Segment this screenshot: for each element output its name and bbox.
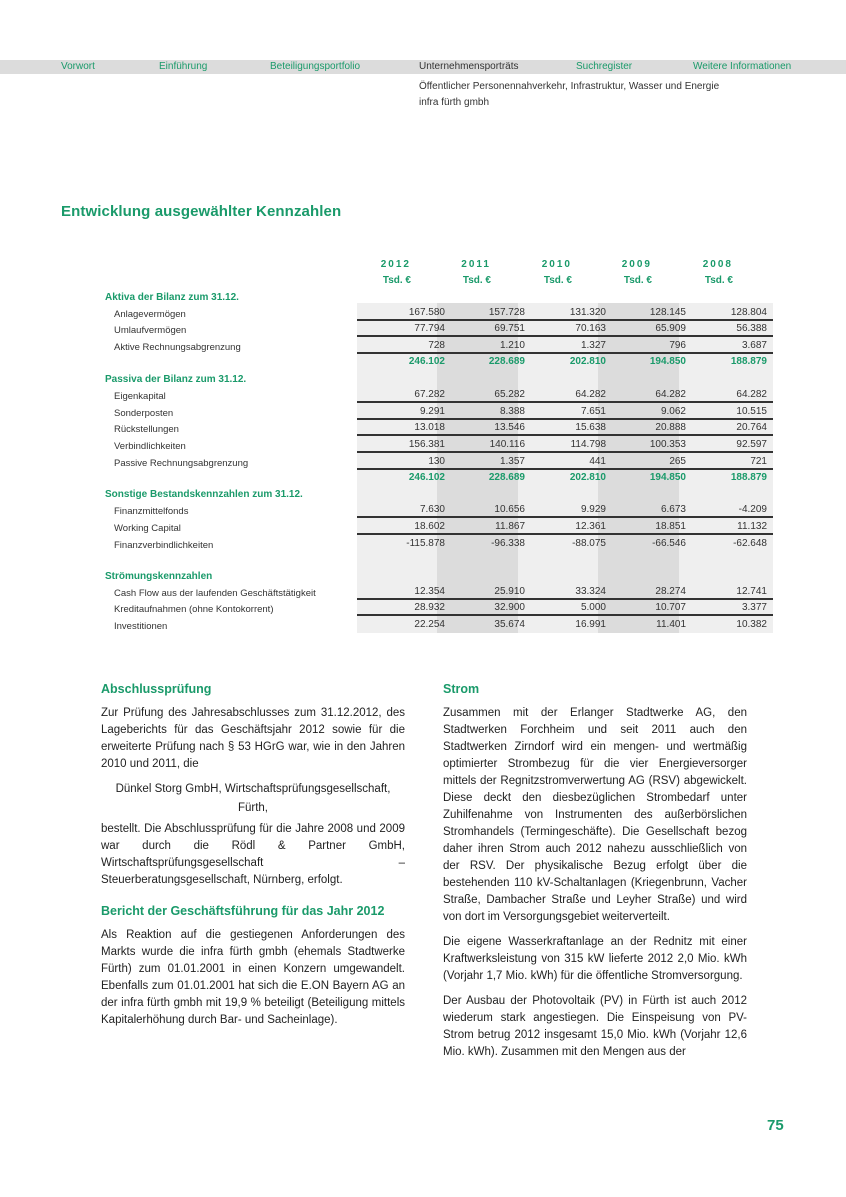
row-label: Anlagevermögen xyxy=(114,309,186,320)
section-sonstige: Sonstige Bestandskennzahlen zum 31.12. xyxy=(105,489,303,500)
table-cell: 15.638 xyxy=(518,420,612,436)
table-cell: 35.674 xyxy=(494,619,525,630)
table-cell: 56.388 xyxy=(679,321,773,337)
table-cell: 128.145 xyxy=(598,305,692,321)
table-cell: 67.282 xyxy=(357,387,451,403)
table-cell: 70.163 xyxy=(518,321,612,337)
table-cell: 721 xyxy=(679,454,773,470)
table-cell: 10.382 xyxy=(736,619,767,630)
table-total-cell: 194.850 xyxy=(649,356,686,367)
table-cell: 131.320 xyxy=(518,305,612,321)
table-cell: 92.597 xyxy=(679,437,773,453)
table-cell: 9.062 xyxy=(598,404,692,420)
table-cell: 1.357 xyxy=(437,454,531,470)
row-label: Investitionen xyxy=(114,621,168,632)
row-label: Finanzmittelfonds xyxy=(114,506,189,517)
table-cell: 157.728 xyxy=(437,305,531,321)
table-cell: 25.910 xyxy=(437,584,531,600)
table-cell: 1.327 xyxy=(518,338,612,354)
row-label: Rückstellungen xyxy=(114,424,179,435)
table-cell: 114.798 xyxy=(518,437,612,453)
table-cell: 22.254 xyxy=(414,619,445,630)
table-cell: -66.546 xyxy=(652,538,686,549)
unit-header: Tsd. € xyxy=(382,275,411,286)
nav-vorwort[interactable]: Vorwort xyxy=(61,61,95,72)
table-cell: 128.804 xyxy=(679,305,773,321)
nav-suchregister[interactable]: Suchregister xyxy=(576,61,633,72)
table-cell: 3.377 xyxy=(679,600,773,616)
paragraph: bestellt. Die Abschlussprüfung für die Jahre 2008 und 2009 war durch die Rödl & Partner GmbH, Wirtschaftsprüfungsgesellschaft – Steuerberatungsgesellschaft, Nürnberg, erfolgt. xyxy=(101,823,405,886)
unit-header: Tsd. € xyxy=(704,275,733,286)
table-cell: 13.546 xyxy=(437,420,531,436)
paragraph: Die eigene Wasserkraftanlage an der Rednitz mit einer Kraftwerksleistung von 315 kW lieferte 2012 2,0 Mio. kWh (Vorjahr 1,7 Mio. kWh) für die öffentliche Stromversorgung. xyxy=(443,936,747,982)
table-cell: 69.751 xyxy=(437,321,531,337)
table-total-cell: 246.102 xyxy=(408,472,445,483)
table-cell: 13.018 xyxy=(357,420,451,436)
table-cell: 10.515 xyxy=(679,404,773,420)
unit-header: Tsd. € xyxy=(543,275,572,286)
table-cell: 64.282 xyxy=(679,387,773,403)
top-navigation xyxy=(0,60,846,74)
table-cell: 65.909 xyxy=(598,321,692,337)
page-number: 75 xyxy=(767,1117,784,1134)
table-cell: 9.929 xyxy=(518,502,612,518)
unit-header: Tsd. € xyxy=(623,275,652,286)
paragraph: Als Reaktion auf die gestiegenen Anforderungen des Markts wurde die infra fürth gmbh (ehemals Stadtwerke Fürth) zum 01.01.2001 in einen Konzern umgewandelt. Ebenfalls zum 01.01.2001 hat sich die E.ON Bayern AG an der infra fürth gmbh mit 19,9 % beteiligt (Beteiligung mittels Kapitalerhöhung durch Bar- und Sacheinlage). xyxy=(101,929,405,1026)
table-cell: 6.673 xyxy=(598,502,692,518)
auditor-name: Dünkel Storg GmbH, Wirtschaftsprüfungsgesellschaft, xyxy=(115,783,391,795)
table-cell: 130 xyxy=(357,454,451,470)
row-label: Kreditaufnahmen (ohne Kontokorrent) xyxy=(114,604,274,615)
nav-einfuehrung[interactable]: Einführung xyxy=(159,61,208,72)
table-cell: 7.651 xyxy=(518,404,612,420)
row-label: Aktive Rechnungsabgrenzung xyxy=(114,342,241,353)
table-cell: 10.656 xyxy=(437,502,531,518)
table-cell: 32.900 xyxy=(437,600,531,616)
table-cell: 11.867 xyxy=(437,519,531,535)
table-cell: 16.991 xyxy=(575,619,606,630)
table-total-cell: 202.810 xyxy=(569,356,606,367)
breadcrumb-category: Öffentlicher Personennahverkehr, Infrastruktur, Wasser und Energie xyxy=(419,81,720,92)
row-label: Finanzverbindlichkeiten xyxy=(114,540,214,551)
table-cell: 1.210 xyxy=(437,338,531,354)
row-label: Cash Flow aus der laufenden Geschäftstätigkeit xyxy=(114,588,316,599)
table-cell: 10.707 xyxy=(598,600,692,616)
table-cell: 265 xyxy=(598,454,692,470)
table-cell: 18.851 xyxy=(598,519,692,535)
table-cell: 28.274 xyxy=(598,584,692,600)
table-cell: -115.878 xyxy=(406,538,445,549)
nav-unternehmensportraets[interactable]: Unternehmensporträts xyxy=(419,61,519,72)
table-total-cell: 202.810 xyxy=(569,472,606,483)
breadcrumb-company: infra fürth gmbh xyxy=(419,97,490,108)
section-stroemung: Strömungskennzahlen xyxy=(105,571,213,582)
row-label: Working Capital xyxy=(114,523,181,534)
table-cell: 441 xyxy=(518,454,612,470)
nav-beteiligungsportfolio[interactable]: Beteiligungsportfolio xyxy=(270,61,361,72)
table-cell: 20.764 xyxy=(679,420,773,436)
table-cell: 728 xyxy=(357,338,451,354)
table-cell: 167.580 xyxy=(357,305,451,321)
row-label: Umlaufvermögen xyxy=(114,325,187,336)
breadcrumb xyxy=(419,79,719,111)
table-total-cell: 188.879 xyxy=(730,356,767,367)
table-cell: 20.888 xyxy=(598,420,692,436)
table-cell: 18.602 xyxy=(357,519,451,535)
paragraph: Zur Prüfung des Jahresabschlusses zum 31.12.2012, des Lageberichts für das Geschäftsjahr 2012 sowie für die erweiterte Prüfung nach § 53 HGrG war, wie in den Jahren 2010 und 2011, die xyxy=(101,707,405,770)
table-cell: 140.116 xyxy=(437,437,531,453)
table-cell: 7.630 xyxy=(357,502,451,518)
section-passiva: Passiva der Bilanz zum 31.12. xyxy=(105,374,247,385)
paragraph: Zusammen mit der Erlanger Stadtwerke AG, den Stadtwerken Forchheim und seit 2011 auch den Stadtwerken Zirndorf wird ein mengen- und wertmäßig optimierter Strombezug für die vier Energieversorger mittels der Regnitzstromverwertung AG (RSV) abgewickelt. Diese deckt den diesbezüglichen Strombedarf unter Zuhilfenahme von Instrumenten des außerbörslichen Stromhandels (Termingeschäfte). Die Gesellschaft bezog daher ihren Strom auch 2012 nahezu ausschließlich von der RSV. Der physikalische Bezug erfolgt über die bestehenden 110 kV-Schaltanlagen (Kriegenbrunn, Vacher Straße, Dambacher Straße und Leyher Straße) und wird von dort im Versorgungsgebiet weiterverteilt. xyxy=(443,707,747,923)
year-header: 2012 xyxy=(380,259,411,270)
table-total-cell: 228.689 xyxy=(488,356,525,367)
table-cell: 100.353 xyxy=(598,437,692,453)
table-cell: 8.388 xyxy=(437,404,531,420)
row-label: Verbindlichkeiten xyxy=(114,441,186,452)
page-title: Entwicklung ausgewählter Kennzahlen xyxy=(61,203,342,220)
table-cell: -88.075 xyxy=(572,538,606,549)
year-header: 2009 xyxy=(621,259,652,270)
paragraph: Der Ausbau der Photovoltaik (PV) in Fürth ist auch 2012 wiederum stark angestiegen. Die Einspeisung von PV-Strom betrug 2012 insgesamt 15,0 Mio. kWh (Vorjahr 12,6 Mio. kWh). Zusammen mit den Mengen aus der xyxy=(443,995,747,1058)
row-label: Eigenkapital xyxy=(114,391,166,402)
table-cell: 5.000 xyxy=(518,600,612,616)
right-column xyxy=(443,681,747,1069)
nav-weitere-informationen[interactable]: Weitere Informationen xyxy=(693,61,792,72)
table-total-cell: 194.850 xyxy=(649,472,686,483)
unit-header: Tsd. € xyxy=(462,275,491,286)
table-cell: 11.401 xyxy=(656,619,686,630)
table-cell: 64.282 xyxy=(518,387,612,403)
row-label: Sonderposten xyxy=(114,408,174,419)
table-cell: 12.741 xyxy=(679,584,773,600)
table-cell: 12.361 xyxy=(518,519,612,535)
auditor-city: Fürth, xyxy=(237,802,269,814)
year-header: 2010 xyxy=(541,259,572,270)
heading-strom: Strom xyxy=(443,682,480,696)
table-total-cell: 188.879 xyxy=(730,472,767,483)
table-cell: 9.291 xyxy=(357,404,451,420)
table-cell: 11.132 xyxy=(679,519,773,535)
year-header: 2011 xyxy=(461,259,491,270)
table-cell: 12.354 xyxy=(357,584,451,600)
year-header: 2008 xyxy=(702,259,733,270)
table-cell: 77.794 xyxy=(357,321,451,337)
table-cell: -62.648 xyxy=(733,538,767,549)
row-label: Passive Rechnungsabgrenzung xyxy=(114,458,249,469)
table-cell: -4.209 xyxy=(679,502,773,518)
section-aktiva: Aktiva der Bilanz zum 31.12. xyxy=(105,292,239,303)
table-cell: -96.338 xyxy=(491,538,525,549)
table-total-cell: 246.102 xyxy=(408,356,445,367)
table-cell: 65.282 xyxy=(437,387,531,403)
table-cell: 28.932 xyxy=(357,600,451,616)
table-cell: 796 xyxy=(598,338,692,354)
heading-abschlusspruefung: Abschlussprüfung xyxy=(101,682,212,696)
heading-bericht: Bericht der Geschäftsführung für das Jahr 2012 xyxy=(101,904,385,918)
table-cell: 156.381 xyxy=(357,437,451,453)
left-column xyxy=(101,681,405,1037)
table-cell: 3.687 xyxy=(679,338,773,354)
table-cell: 33.324 xyxy=(518,584,612,600)
table-total-cell: 228.689 xyxy=(488,472,525,483)
table-cell: 64.282 xyxy=(598,387,692,403)
